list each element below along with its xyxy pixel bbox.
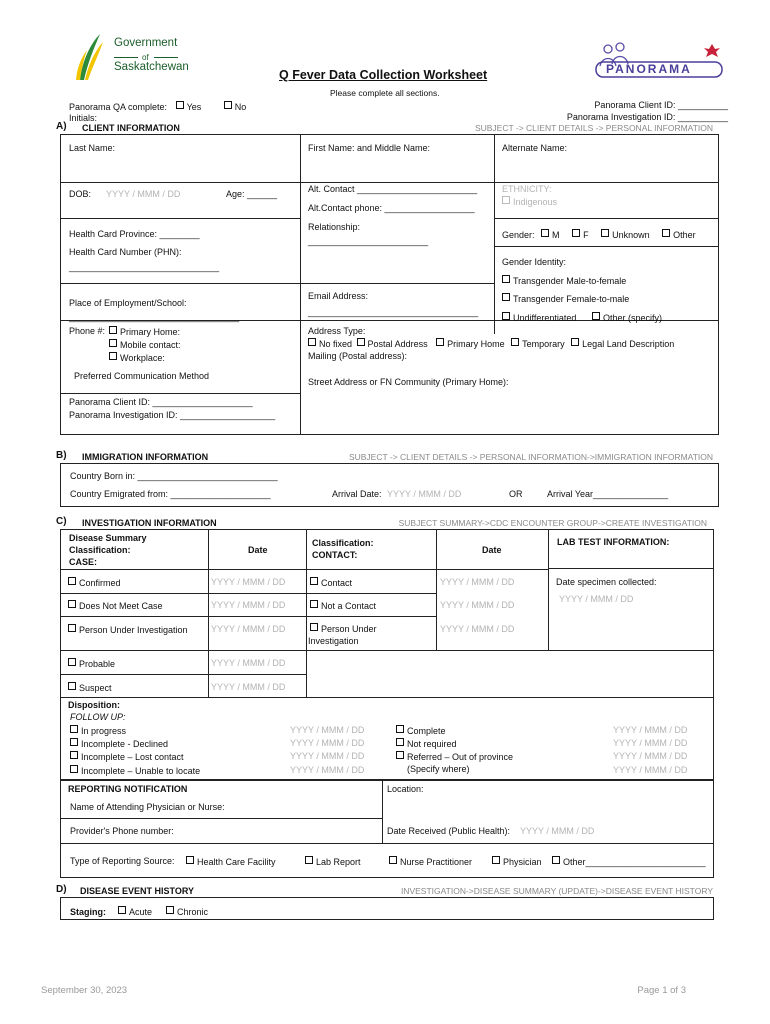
gender-f-checkbox[interactable] — [572, 229, 580, 237]
section-a-path: SUBJECT -> CLIENT DETAILS -> PERSONAL INFORMATION — [474, 123, 713, 133]
age-field[interactable]: Age: ______ — [226, 189, 278, 199]
arrival-date-label: Arrival Date: — [332, 489, 382, 499]
qa-no-checkbox[interactable] — [224, 101, 232, 109]
panorama-logo — [594, 40, 726, 80]
no-fixed-checkbox[interactable] — [308, 338, 316, 346]
client-id-field[interactable]: Panorama Client ID: ____________________ — [69, 397, 253, 407]
employment-label: Place of Employment/School: — [69, 298, 187, 308]
postal-checkbox[interactable] — [357, 338, 365, 346]
disp-right-date-2[interactable]: YYYY / MMM / DD — [613, 738, 688, 748]
legal-land-checkbox[interactable] — [571, 338, 579, 346]
disease-history-box — [60, 897, 714, 920]
disp-right-date-1[interactable]: YYYY / MMM / DD — [613, 725, 688, 735]
disp-complete[interactable]: Complete — [396, 725, 446, 737]
primary-home-phone[interactable]: Primary Home: — [109, 326, 180, 338]
case-pui[interactable]: Person Under Investigation — [68, 624, 188, 636]
footer-page: Page 1 of 3 — [637, 985, 686, 996]
relationship-label: Relationship: — [308, 222, 361, 232]
staging-label: Staging: — [70, 907, 106, 917]
alt-contact-field[interactable]: Alt. Contact ________________________ — [308, 184, 478, 194]
page-subtitle: Please complete all sections. — [330, 88, 440, 98]
disp-lost[interactable]: Incomplete – Lost contact — [70, 751, 184, 763]
case-confirmed[interactable]: Confirmed — [68, 577, 121, 589]
initials-label: Initials: — [69, 113, 98, 123]
case-header: Disease Summary Classification: CASE: — [69, 533, 147, 567]
address-type-row: No fixed Postal Address Primary Home Temporary Legal Land Description — [308, 338, 674, 350]
trans-fm-option[interactable]: Transgender Female-to-male — [502, 293, 629, 305]
case-date-2[interactable]: YYYY / MMM / DD — [211, 600, 286, 610]
section-c-path: SUBJECT SUMMARY->CDC ENCOUNTER GROUP->CREATE INVESTIGATION — [398, 518, 707, 528]
disp-left-date-4[interactable]: YYYY / MMM / DD — [290, 765, 365, 775]
contact-date-1[interactable]: YYYY / MMM / DD — [440, 577, 515, 587]
alt-name-label: Alternate Name: — [502, 143, 568, 153]
disp-right-date-4[interactable]: YYYY / MMM / DD — [613, 765, 688, 775]
disp-in-progress[interactable]: In progress — [70, 725, 126, 737]
case-not-meet[interactable]: Does Not Meet Case — [68, 600, 163, 612]
gov-line2: of — [142, 53, 149, 62]
source-physician[interactable]: Physician — [492, 856, 542, 868]
disposition-label: Disposition: — [68, 700, 120, 710]
source-hcf[interactable]: Health Care Facility — [186, 856, 276, 868]
email-field[interactable]: __________________________________ — [308, 307, 479, 317]
undiff-option[interactable]: Undifferentiated — [502, 312, 576, 324]
contact-date-header: Date — [482, 545, 502, 555]
inv-id-field[interactable]: Panorama Investigation ID: ___________________ — [69, 410, 276, 420]
case-date-3[interactable]: YYYY / MMM / DD — [211, 624, 286, 634]
lab-box — [548, 529, 714, 569]
contact-date-2[interactable]: YYYY / MMM / DD — [440, 600, 515, 610]
trans-mf-option[interactable]: Transgender Male-to-female — [502, 275, 626, 287]
location-label: Location: — [387, 784, 424, 794]
provider-phone-label: Provider's Phone number: — [70, 826, 174, 836]
staging-acute[interactable]: Acute — [118, 906, 152, 918]
hc-number-field[interactable]: ______________________________ — [69, 262, 220, 272]
section-d-title: DISEASE EVENT HISTORY — [80, 886, 195, 896]
disp-not-required[interactable]: Not required — [396, 738, 457, 750]
gender-m-checkbox[interactable] — [541, 229, 549, 237]
source-other[interactable]: Other________________________ — [552, 856, 706, 868]
disp-declined[interactable]: Incomplete - Declined — [70, 738, 168, 750]
hc-number-label: Health Card Number (PHN): — [69, 247, 182, 257]
section-a-title: CLIENT INFORMATION — [82, 123, 180, 133]
gender-row: Gender: M F Unknown Other — [502, 230, 696, 240]
section-d-letter: D) — [56, 884, 67, 895]
other-specify-option[interactable]: Other (specify) — [592, 312, 662, 324]
hc-province-field[interactable]: Health Card Province: ________ — [69, 229, 200, 239]
physician-label: Name of Attending Physician or Nurse: — [70, 802, 225, 812]
street-label: Street Address or FN Community (Primary Home): — [308, 377, 509, 387]
lab-test-header: LAB TEST INFORMATION: — [557, 537, 670, 547]
specimen-date[interactable]: YYYY / MMM / DD — [559, 594, 634, 604]
country-born-field[interactable]: Country Born in: ____________________________ — [70, 471, 278, 481]
section-a-letter: A) — [56, 121, 67, 132]
date-received-label: Date Received (Public Health): — [387, 826, 511, 836]
top-investigation-id: Panorama Investigation ID: __________ — [566, 112, 728, 122]
wheat-icon — [72, 32, 106, 82]
contact-contact[interactable]: Contact — [310, 577, 352, 589]
employment-field[interactable]: __________________________________ — [69, 312, 240, 322]
or-label: OR — [509, 489, 523, 499]
gov-line1: Government — [114, 37, 178, 49]
disp-unable[interactable]: Incomplete – Unable to locate — [70, 765, 200, 777]
mobile-phone[interactable]: Mobile contact: — [109, 339, 181, 351]
qa-label: Panorama QA complete: Yes No — [69, 102, 247, 112]
pref-comm-label: Preferred Communication Method — [74, 371, 210, 381]
ethnicity-label: ETHNICITY: — [502, 184, 552, 194]
footer-date: September 30, 2023 — [41, 985, 128, 996]
arrival-date-field[interactable]: YYYY / MMM / DD — [387, 489, 462, 499]
disp-left-date-3[interactable]: YYYY / MMM / DD — [290, 751, 365, 761]
temporary-checkbox[interactable] — [511, 338, 519, 346]
case-date-5[interactable]: YYYY / MMM / DD — [211, 682, 286, 692]
case-date-4[interactable]: YYYY / MMM / DD — [211, 658, 286, 668]
country-emigrated-field[interactable]: Country Emigrated from: ____________________ — [70, 489, 271, 499]
disp-right-date-3[interactable]: YYYY / MMM / DD — [613, 751, 688, 761]
workplace-phone[interactable]: Workplace: — [109, 352, 165, 364]
date-received-field[interactable]: YYYY / MMM / DD — [520, 826, 595, 836]
address-type-label: Address Type: — [308, 326, 366, 336]
source-label: Type of Reporting Source: — [70, 856, 175, 866]
contact-date-3[interactable]: YYYY / MMM / DD — [440, 624, 515, 634]
disp-left-date-1[interactable]: YYYY / MMM / DD — [290, 725, 365, 735]
dob-field[interactable]: YYYY / MMM / DD — [106, 189, 181, 199]
specimen-label: Date specimen collected: — [556, 577, 657, 587]
source-np[interactable]: Nurse Practitioner — [389, 856, 472, 868]
contact-pui-line2: Investigation — [308, 636, 359, 646]
section-b-title: IMMIGRATION INFORMATION — [82, 452, 209, 462]
disp-specify: (Specify where) — [407, 764, 470, 774]
last-name-label: Last Name: — [69, 143, 116, 153]
qa-yes-checkbox[interactable] — [176, 101, 184, 109]
source-lab[interactable]: Lab Report — [305, 856, 361, 868]
contact-header: Classification: CONTACT: — [312, 538, 374, 560]
alt-phone-field[interactable]: Alt.Contact phone: __________________ — [308, 203, 475, 213]
top-client-id: Panorama Client ID: __________ — [594, 100, 728, 110]
page-title: Q Fever Data Collection Worksheet — [279, 68, 488, 82]
case-date-1[interactable]: YYYY / MMM / DD — [211, 577, 286, 587]
gender-identity-label: Gender Identity: — [502, 257, 567, 267]
disp-left-date-2[interactable]: YYYY / MMM / DD — [290, 738, 365, 748]
contact-not-contact[interactable]: Not a Contact — [310, 600, 376, 612]
follow-up-label: FOLLOW UP: — [70, 712, 126, 722]
qa-yes-label: Yes — [186, 102, 202, 112]
section-b-letter: B) — [56, 450, 67, 461]
relationship-field[interactable]: ________________________ — [308, 236, 429, 246]
panorama-text: PANORAMA — [606, 62, 692, 76]
qa-no-label: No — [234, 102, 247, 112]
gender-other-checkbox[interactable] — [662, 229, 670, 237]
staging-chronic[interactable]: Chronic — [166, 906, 208, 918]
case-suspect[interactable]: Suspect — [68, 682, 112, 694]
primary-home-addr-checkbox[interactable] — [436, 338, 444, 346]
section-d-path: INVESTIGATION->DISEASE SUMMARY (UPDATE)->DISEASE EVENT HISTORY — [400, 886, 713, 896]
mailing-label: Mailing (Postal address): — [308, 351, 408, 361]
dob-label: DOB: — [69, 189, 92, 199]
arrival-year-field[interactable]: Arrival Year_______________ — [547, 489, 669, 499]
phone-label: Phone #: — [69, 326, 106, 336]
indigenous-option[interactable]: Indigenous — [502, 196, 557, 208]
section-c-title: INVESTIGATION INFORMATION — [82, 518, 217, 528]
first-name-label: First Name: and Middle Name: — [308, 143, 431, 153]
reporting-title: REPORTING NOTIFICATION — [68, 784, 188, 794]
section-c-letter: C) — [56, 516, 67, 527]
case-date-header: Date — [248, 545, 268, 555]
section-b-path: SUBJECT -> CLIENT DETAILS -> PERSONAL INFORMATION->IMMIGRATION INFORMATION — [348, 452, 713, 462]
case-probable[interactable]: Probable — [68, 658, 115, 670]
gov-line3: Saskatchewan — [114, 61, 189, 73]
gender-unknown-checkbox[interactable] — [601, 229, 609, 237]
disp-referred[interactable]: Referred – Out of province — [396, 751, 513, 763]
government-logo — [72, 32, 187, 84]
email-label: Email Address: — [308, 291, 369, 301]
contact-pui[interactable]: Person Under — [310, 623, 377, 635]
immigration-box — [60, 463, 719, 507]
